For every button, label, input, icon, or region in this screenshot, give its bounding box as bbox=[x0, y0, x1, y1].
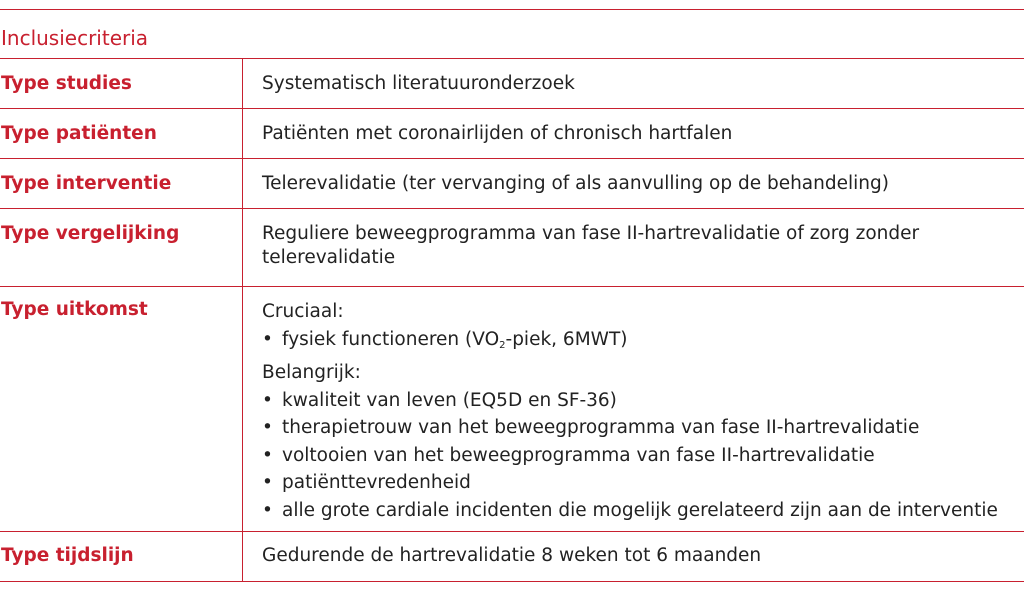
bullet-icon: • bbox=[262, 444, 273, 466]
row-value-outcome bbox=[243, 287, 1024, 531]
bullet-icon: • bbox=[262, 499, 273, 521]
list-item bbox=[262, 387, 1024, 415]
table-title: Inclusiecriteria bbox=[1, 26, 149, 50]
important-item: patiënttevredenheid bbox=[282, 472, 471, 493]
important-item: therapietrouw van het beweegprogramma van fase II-hartrevalidatie bbox=[282, 417, 920, 438]
bullet-icon: • bbox=[262, 417, 273, 438]
important-item: alle grote cardiale incidenten die mogelijk gerelateerd zijn aan de interventie bbox=[282, 499, 998, 521]
table-row bbox=[0, 287, 1024, 532]
list-item bbox=[262, 414, 1024, 442]
bullet-icon: • bbox=[262, 389, 273, 411]
row-label-outcome: Type uitkomst bbox=[0, 287, 243, 531]
row-label-timeline: Type tijdslijn bbox=[0, 532, 243, 581]
important-item: kwaliteit van leven (EQ5D en SF-36) bbox=[282, 389, 617, 411]
table-row bbox=[0, 532, 1024, 582]
table-row bbox=[0, 209, 1024, 287]
row-value-comparison: Reguliere beweegprogramma van fase II-hartrevalidatie of zorg zonder telerevalidatie bbox=[262, 223, 920, 268]
table-row bbox=[0, 109, 1024, 159]
list-item bbox=[262, 497, 1024, 525]
inclusion-criteria-table bbox=[0, 9, 1024, 582]
row-value-timeline: Gedurende de hartrevalidatie 8 weken tot 6 maanden bbox=[262, 545, 762, 566]
crucial-heading: Cruciaal: bbox=[262, 301, 344, 322]
list-item bbox=[262, 469, 1024, 497]
crucial-item: fysiek functioneren ($VO_2$-piek, 6MWT) bbox=[282, 328, 628, 351]
important-heading: Belangrijk: bbox=[262, 362, 361, 383]
row-label-studies: Type studies bbox=[0, 59, 243, 108]
row-value-studies: Systematisch literatuuronderzoek bbox=[262, 73, 575, 94]
row-value-intervention: Telerevalidatie (ter vervanging of als aanvulling op de behandeling) bbox=[262, 173, 889, 194]
row-value-patients: Patiënten met coronairlijden of chronisch hartfalen bbox=[262, 123, 733, 144]
bullet-icon: • bbox=[262, 328, 273, 350]
row-label-intervention: Type interventie bbox=[0, 159, 243, 208]
bullet-icon: • bbox=[262, 472, 273, 493]
row-label-patients: Type patiënten bbox=[0, 109, 243, 158]
table-header bbox=[0, 9, 1024, 59]
important-item: voltooien van het beweegprogramma van fase II-hartrevalidatie bbox=[282, 444, 875, 466]
list-item bbox=[262, 442, 1024, 470]
table-row bbox=[0, 159, 1024, 209]
row-label-comparison: Type vergelijking bbox=[0, 209, 243, 286]
list-item bbox=[262, 326, 1024, 360]
table-row bbox=[0, 59, 1024, 109]
